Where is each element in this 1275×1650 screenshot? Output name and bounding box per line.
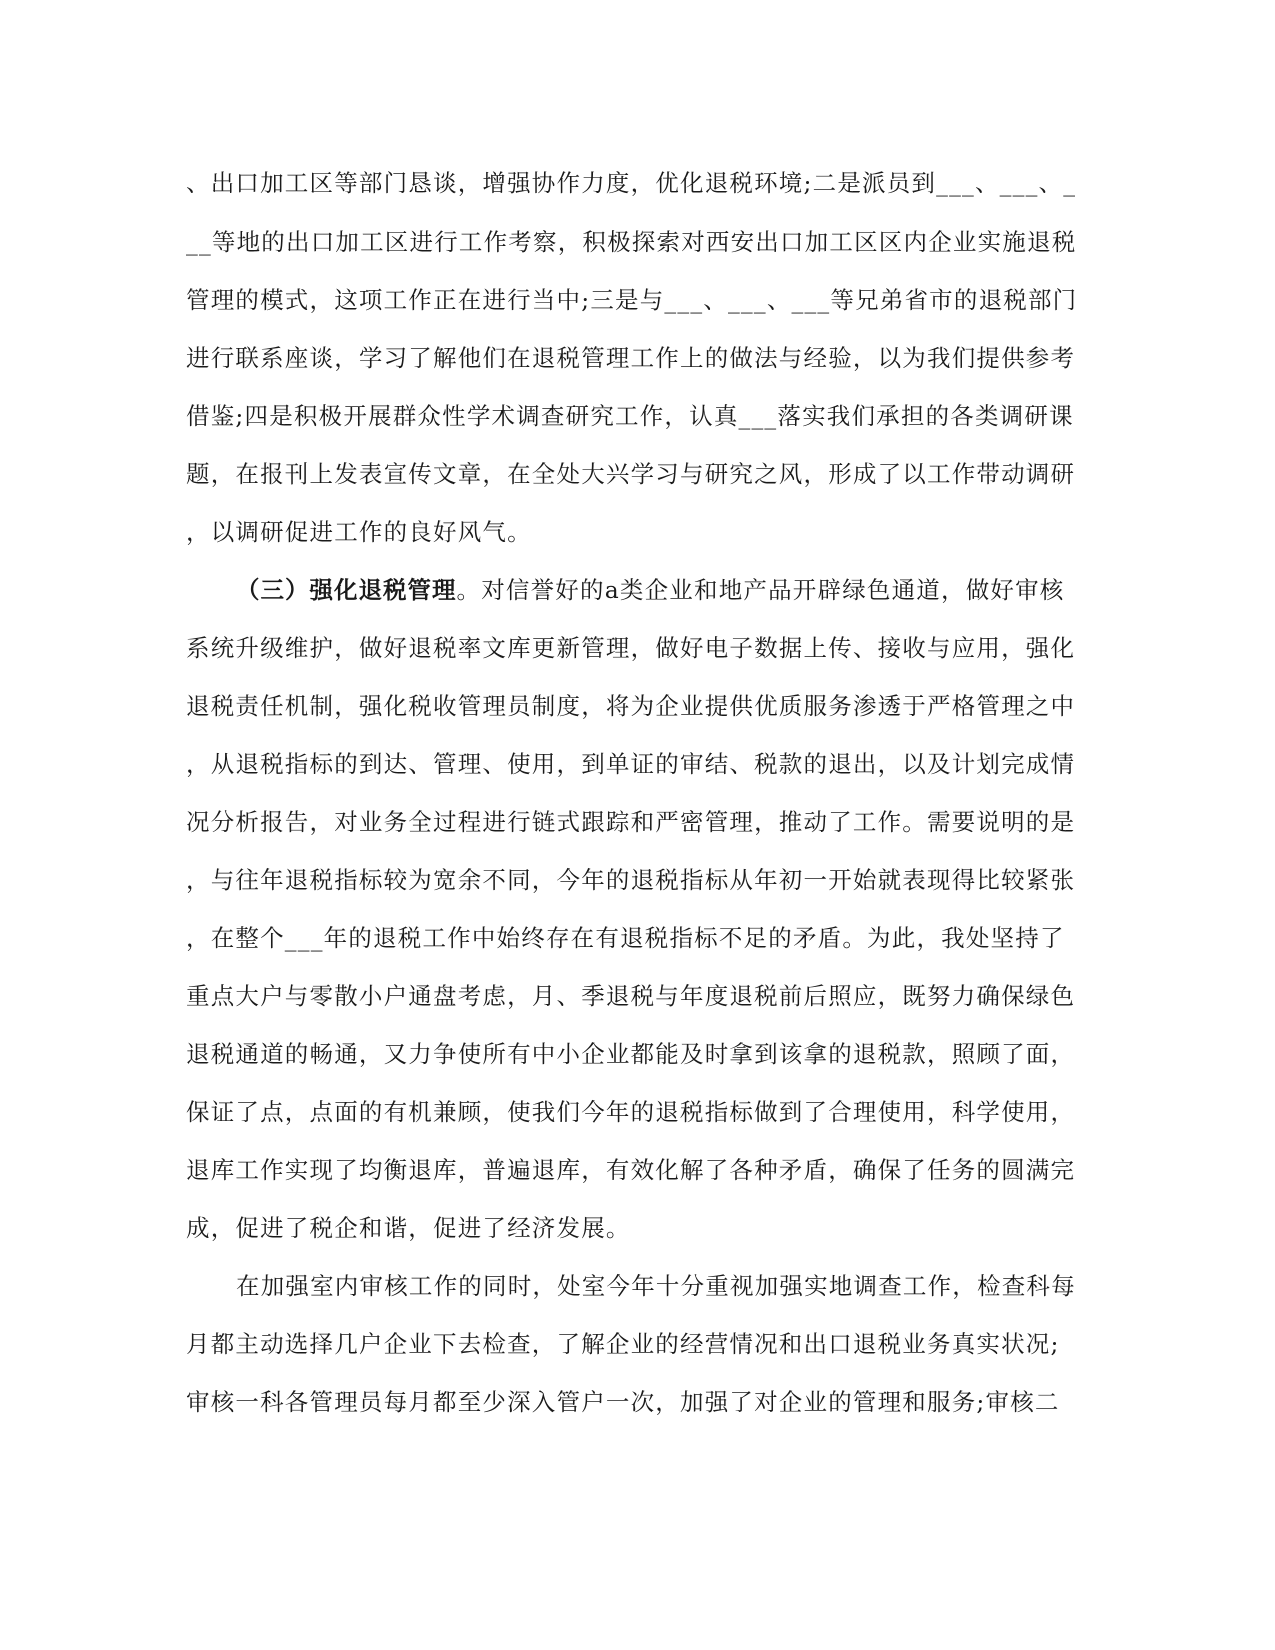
paragraph3-line-3: 审核一科各管理员每月都至少深入管户一次，加强了对企业的管理和服务;审核二 xyxy=(186,1388,1060,1416)
paragraph2-line-2: 系统升级维护，做好退税率文库更新管理，做好电子数据上传、接收与应用，强化 xyxy=(186,634,1076,662)
paragraph1-line-7: ，以调研促进工作的良好风气。 xyxy=(186,518,532,546)
paragraph2-line-10: 保证了点，点面的有机兼顾，使我们今年的退税指标做到了合理使用，科学使用， xyxy=(186,1098,1076,1126)
paragraph2-line-4: ，从退税指标的到达、管理、使用，到单证的审结、税款的退出，以及计划完成情 xyxy=(186,750,1076,778)
paragraph2-line-6: ，与往年退税指标较为宽余不同，今年的退税指标从年初一开始就表现得比较紧张 xyxy=(186,866,1076,894)
paragraph1-line-1: 、出口加工区等部门恳谈，增强协作力度，优化退税环境;二是派员到___、___、_ xyxy=(186,169,1077,197)
paragraph2-line-9: 退税通道的畅通，又力争使所有中小企业都能及时拿到该拿的退税款，照顾了面， xyxy=(186,1040,1076,1068)
paragraph1-line-3: 管理的模式，这项工作正在进行当中;三是与___、___、___等兄弟省市的退税部门 xyxy=(186,286,1078,314)
paragraph1-line-4: 进行联系座谈，学习了解他们在退税管理工作上的做法与经验，以为我们提供参考 xyxy=(186,344,1076,372)
paragraph2-first-line-text: 。对信誉好的a类企业和地产品开辟绿色通道，做好审核 xyxy=(456,576,1065,604)
paragraph2-line-12: 成，促进了税企和谐，促进了经济发展。 xyxy=(186,1214,631,1242)
paragraph3-line-1: 在加强室内审核工作的同时，处室今年十分重视加强实地调查工作，检查科每 xyxy=(236,1272,1076,1300)
paragraph3-line-2: 月都主动选择几户企业下去检查，了解企业的经营情况和出口退税业务真实状况; xyxy=(186,1330,1060,1358)
paragraph1-line-5: 借鉴;四是积极开展群众性学术调查研究工作，认真___落实我们承担的各类调研课 xyxy=(186,402,1074,430)
paragraph2-line-7: ，在整个___年的退税工作中始终存在有退税指标不足的矛盾。为此，我处坚持了 xyxy=(186,924,1065,952)
paragraph2-line-11: 退库工作实现了均衡退库，普遍退库，有效化解了各种矛盾，确保了任务的圆满完 xyxy=(186,1156,1076,1184)
paragraph2-line-3: 退税责任机制，强化税收管理员制度，将为企业提供优质服务渗透于严格管理之中 xyxy=(186,692,1076,720)
paragraph2-line-1 xyxy=(236,570,1136,610)
paragraph2-line-5: 况分析报告，对业务全过程进行链式跟踪和严密管理，推动了工作。需要说明的是 xyxy=(186,808,1076,836)
paragraph1-line-2: __等地的出口加工区进行工作考察，积极探索对西安出口加工区区内企业实施退税 xyxy=(186,228,1077,256)
paragraph1-line-6: 题，在报刊上发表宣传文章，在全处大兴学习与研究之风，形成了以工作带动调研 xyxy=(186,460,1076,488)
section-heading: （三）强化退税管理 xyxy=(236,576,457,604)
paragraph2-line-8: 重点大户与零散小户通盘考虑，月、季退税与年度退税前后照应，既努力确保绿色 xyxy=(186,982,1076,1010)
